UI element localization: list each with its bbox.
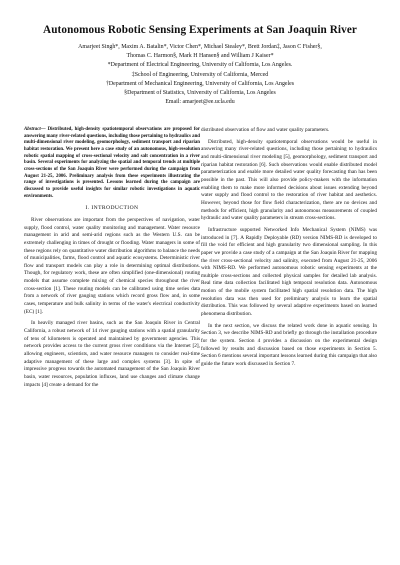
intro-paragraph: distributed observation of flow and water quality parameters. [201, 127, 330, 133]
intro-paragraph: Infrastructure supported Networked Info Mechanical System (NIMS) was introduced in [7]. A Rapidly Deployable (RD) version NIMS-RD is developed to fill the void for efficient and high granularity two dimensional sampling. In this paper we provide a case study of a campaign at the San Joaquin River for mapping the river cross-sectional velocity and salinity, executed from August 21-25, 2006 with NIMS-RD. We performed autonomous robotic sensing experiments at the multiple cross-sections and collected physical samples for detailed lab analysis. Real time data collection facilitated high temporal resolution data. Autonomous motion of the mobile system facilitated high spatial resolution data. The high resolution data was then used for preliminary analysis to learn the spatial distribution. This was followed by several adaptive experiments based on learned phenomena distribution. [201, 226, 377, 318]
right-column [201, 127, 377, 373]
author-names-line-2: Thomas C. Harmon§, Mark H Hansen§ and William J Kaiser* [126, 53, 274, 60]
intro-paragraph: River observations are important from the perspectives of navigation, water supply, flood control, water quality monitoring and management. Water resource management in arid and semi-arid regions such as the Western U.S. can be extremely challenging in times of drought or flooding. Water managers in some of these regions rely on quantitative water distribution algorithms to balance the needs of municipalities, farms, flood control and aquatic ecosystems. Deterministic river flow and transport models can play a role in determining optimal distributions. Though, for regulatory work, these are often simplified (one-dimensional) routing models that assume complete mixing of chemical species throughout the river cross-section [1]. These routing models can be calibrated using time series data from a network of river gauging stations which record gross flow and, in some cases, temperature and bulk salinity in terms of the water's electrical conductivity (EC) [1]. [24, 216, 200, 315]
author-names-line-1: Amarjeet Singh*, Maxim A. Batalin*, Victor Chen*, Michael Stealey*, Brett Jordan‡, Jason C Fisher§, [78, 44, 322, 50]
author-block [24, 43, 376, 107]
affiliation-ee: *Department of Electrical Engineering, University of California, Los Angeles. [107, 62, 293, 69]
abstract [24, 127, 200, 200]
affiliation-merced: ‡School of Engineering, University of California, Merced [131, 71, 269, 78]
abstract-label: Abstract [24, 127, 41, 132]
section-heading-introduction: I. INTRODUCTION [85, 205, 139, 212]
paper-title: Autonomous Robotic Sensing Experiments at San Joaquin River [43, 24, 357, 36]
left-column [24, 127, 200, 393]
intro-paragraph: Distributed, high-density spatiotemporal observations would be useful in answering many river-related questions, including those pertaining to hydraulics and multi-dimensional river modeling [5], geomorphology, sediment transport and riparian habitat restoration [6]. Such observations would enable distributed model parameterization and enable more detailed water quality forecasting than has been possible in the past. This will also provide policy-makers with the information enabling them to make more informed decisions about issues extending beyond water supply and flood control to the restoration of river habitat and aesthetics. However, beyond those for flow field characterization, there are no devices and methods for efficient, high granularity and autonomous measurements of coupled hydraulic and water quality parameters in stream cross-sections. [201, 138, 377, 222]
abstract-text: — Distributed, high-density spatiotemporal observations are proposed for answering many river-related questions, including those pertaining to hydraulics and multi-dimensional river modeling, geomorphology, sediment transport and riparian habitat restoration. We present here a case study of an autonomous, high-resolution robotic spatial mapping of cross-sectional velocity and salt concentration in a river basin. Several experiments for analyzing the spatial and temporal trends at multiple cross-sections of the San Joaquin River were performed during the campaign from August 21-25, 2006. Preliminary analysis from these experiments illustrating the range of investigations is presented. Lessons learned during the campaign are discussed to provide useful insights for similar robotic investigations in aquatic environments. [24, 127, 200, 199]
intro-paragraph: In the next section, we discuss the related work done in aquatic sensing. In Section 3, we describe NIMS-RD and briefly go through the installation procedure for the system. Section 4 provides a discussion on the experimental design followed by results and discussion based on those experiments in Section 5. Section 6 mentions several important lessons learned during this campaign that also guide the future work discussed in Section 7. [201, 322, 377, 368]
affiliation-me: †Department of Mechanical Engineering, University of California, Los Angeles [105, 80, 295, 87]
contact-email: Email: amarjeet@ee.ucla.edu [165, 99, 235, 106]
affiliation-stats: §Department of Statistics, University of California, Los Angeles [124, 90, 276, 97]
intro-paragraph: In heavily managed river basins, such as the San Joaquin River in Central California, a robust network of 14 river gauging stations with a spatial granularity of tens of kilometers is operated and maintained by government agencies. This network provides access to the current gross river conditions via the Internet [2], allowing engineers, scientists, and water resource managers to consider real-time adaptive management of these large and complex systems [3]. In spite of impressive progress towards the automated management of the San Joaquin River basin, water resources, population influxes, land use changes and climate change impacts [4] create a demand for the [24, 320, 200, 388]
